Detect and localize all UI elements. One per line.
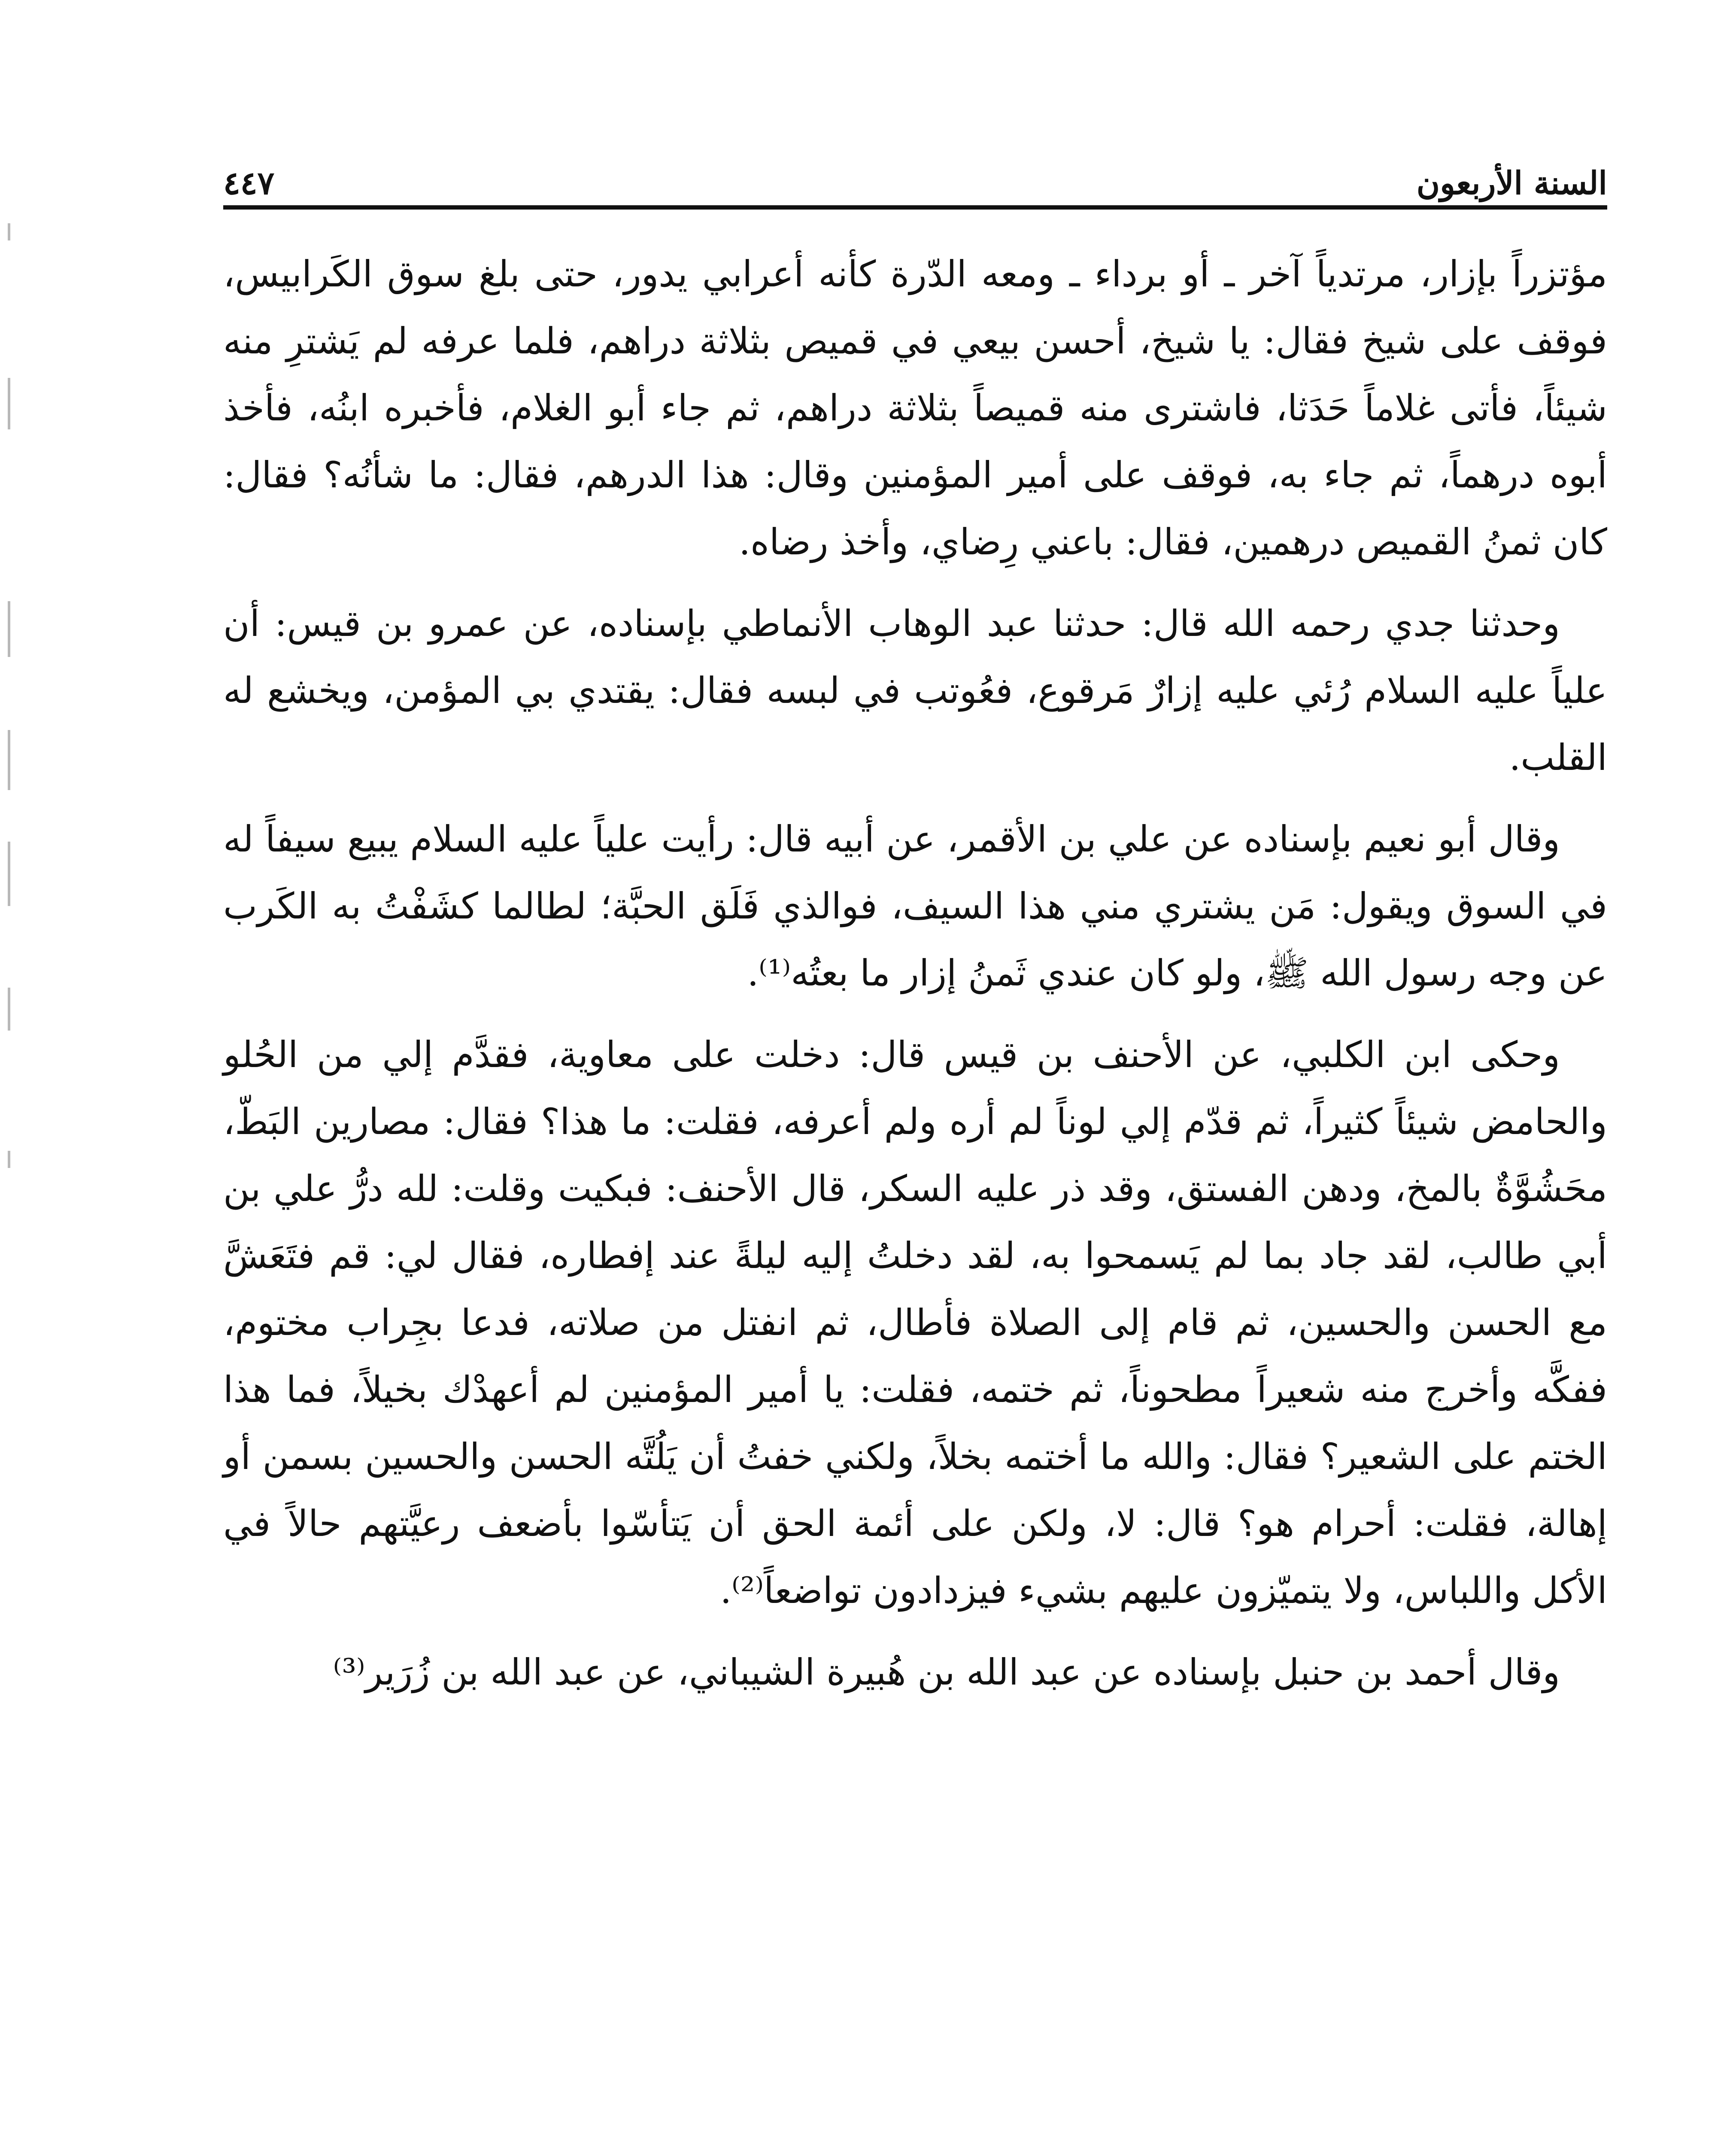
- scan-margin-mark: [8, 378, 10, 429]
- main-text: [223, 240, 1607, 1720]
- running-header: [223, 129, 1607, 202]
- scan-margin-mark: [8, 730, 10, 790]
- paragraph-2: وحدثنا جدي رحمه الله قال: حدثنا عبد الوهاب الأنماطي بإسناده، عن عمرو بن قيس: أن علياً عليه السلام رُئي عليه إزارٌ مَرقوع، فعُوتب في لبسه فقال: يقتدي بي المؤمن، ويخشع له القلب.: [223, 602, 1607, 779]
- paragraph-5: وقال أحمد بن حنبل بإسناده عن عبد الله بن هُبيرة الشيباني، عن عبد الله بن زُرَير⁽³⁾: [333, 1651, 1560, 1693]
- paragraph-3: وقال أبو نعيم بإسناده عن علي بن الأقمر، عن أبيه قال: رأيت علياً عليه السلام يبيع سيفاً له في السوق ويقول: مَن يشتري مني هذا السيف، فوالذي فَلَق الحبَّة؛ لطالما كشَفْتُ به الكَرب عن وجه رسول الله ﷺ، ولو كان عندي ثَمنُ إزار ما بعتُه⁽¹⁾.: [223, 818, 1607, 994]
- scan-margin-mark: [8, 601, 10, 657]
- paragraph-1: مؤتزراً بإزار، مرتدياً آخر ـ أو برداء ـ ومعه الدّرة كأنه أعرابي يدور، حتى بلغ سوق الكَرابيس، فوقف على شيخ فقال: يا شيخ، أحسن بيعي في قميص بثلاثة دراهم، فلما عرفه لم يَشترِ منه شيئاً، فأتى غلاماً حَدَثا، فاشترى منه قميصاً بثلاثة دراهم، ثم جاء أبو الغلام، فأخبره ابنُه، فأخذ أبوه درهماً، ثم جاء به، فوقف على أمير المؤمنين وقال: هذا الدرهم، فقال: ما شأنُه؟ فقال: كان ثمنُ القميص درهمين، فقال: باعني رِضاي، وأخذ رضاه.: [223, 253, 1607, 563]
- scan-margin-mark: [8, 1151, 10, 1168]
- page-number: ٤٤٧: [223, 165, 275, 202]
- scan-margin-mark: [8, 842, 10, 906]
- scan-margin-mark: [8, 988, 10, 1031]
- scan-margin-mark: [8, 223, 10, 240]
- running-title: السنة الأربعون: [1416, 165, 1607, 202]
- header-divider: [223, 205, 1607, 210]
- paragraph-4: وحكى ابن الكلبي، عن الأحنف بن قيس قال: دخلت على معاوية، فقدَّم إلي من الحُلو والحامض شيئاً كثيراً، ثم قدّم إلي لوناً لم أره ولم أعرفه، فقلت: ما هذا؟ فقال: مصارين البَطّ، محَشُوَّةٌ بالمخ، ودهن الفستق، وقد ذر عليه السكر، قال الأحنف: فبكيت وقلت: لله درُّ علي بن أبي طالب، لقد جاد بما لم يَسمحوا به، لقد دخلتُ إليه ليلةً عند إفطاره، فقال لي: قم فتَعَشَّ مع الحسن والحسين، ثم قام إلى الصلاة فأطال، ثم انفتل من صلاته، فدعا بجِراب مختوم، ففكَّه وأخرج منه شعيراً مطحوناً، ثم ختمه، فقلت: يا أمير المؤمنين لم أعهدْك بخيلاً، فما هذا الختم على الشعير؟ فقال: والله ما أختمه بخلاً، ولكني خفتُ أن يَلُتَّه الحسن والحسين بسمن أو إهالة، فقلت: أحرام هو؟ قال: لا، ولكن على أئمة الحق أن يَتأسّوا بأضعف رعيَّتهم حالاً في الأكل واللباس، ولا يتميّزون عليهم بشيء فيزدادون تواضعاً⁽²⁾.: [223, 1034, 1607, 1612]
